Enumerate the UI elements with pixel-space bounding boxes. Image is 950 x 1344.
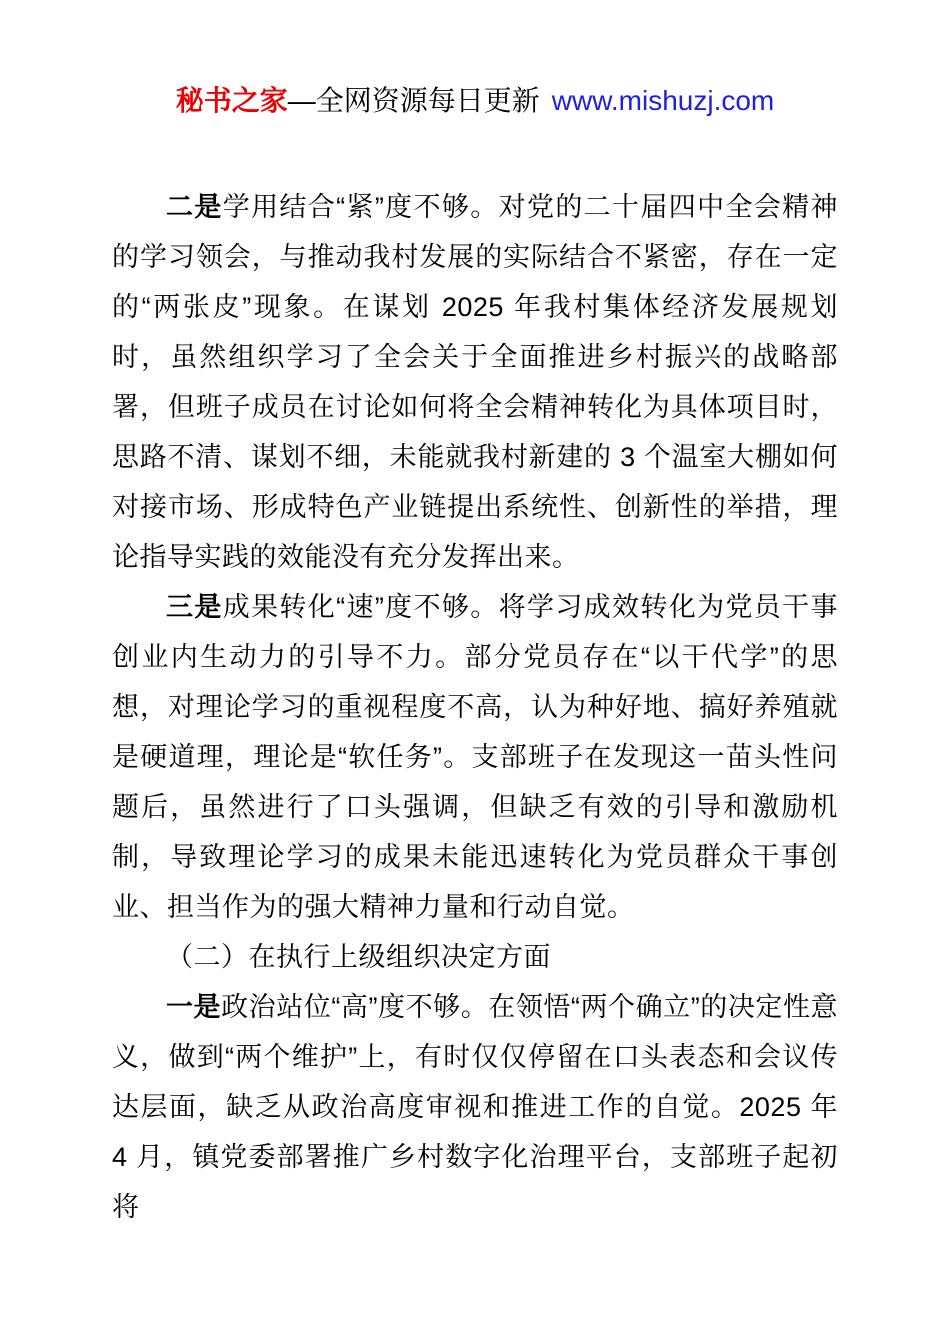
site-brand: 秘书之家 [175,85,288,116]
paragraph-lead: 一是 [166,992,222,1022]
paragraph-text: 成果转化“速”度不够。将学习成效转化为党员干事创业内生动力的引导不力。部分党员存在“以干代学”的思想，对理论学习的重视程度不高，认为种好地、搞好养殖就是硬道理，理论是“软任务”。支部班子在发现这一苗头性问题后，虽然进行了口头强调，但缺乏有效的引导和激励机制，导致理论学习的成果未能迅速转化为党员群众干事创业、担当作为的强大精神力量和行动自觉。 [112,592,839,922]
paragraph-lead: 三是 [166,592,223,622]
page-header [0,0,950,118]
paragraph-text: 政治站位“高”度不够。在领悟“两个确立”的决定性意义，做到“两个维护”上，有时仅仅停留在口头表态和会议传达层面，缺乏从政治高度审视和推进工作的自觉。2025 年 4 月，镇党委部署推广乡村数字化治理平台，支部班子起初将 [112,992,839,1222]
paragraph-study-application [112,182,838,582]
paragraph-text: （二）在执行上级组织决定方面 [166,942,551,972]
paragraph-lead: 二是 [166,192,223,222]
paragraph-result-conversion [112,582,838,932]
paragraph-text: 学用结合“紧”度不够。对党的二十届四中全会精神的学习领会，与推动我村发展的实际结合不紧密，存在一定的“两张皮”现象。在谋划 2025 年我村集体经济发展规划时，虽然组织学习了全会关于全面推进乡村振兴的战略部署，但班子成员在讨论如何将全会精神转化为具体项目时，思路不清、谋划不细，未能就我村新建的 3 个温室大棚如何对接市场、形成特色产业链提出系统性、创新性的举措，理论指导实践的效能没有充分发挥出来。 [112,192,839,572]
section-heading-two [112,932,838,982]
site-tagline: —全网资源每日更新 [287,85,540,116]
paragraph-political-stance [112,982,838,1232]
site-url-link[interactable]: www.mishuzj.com [551,85,775,116]
document-body [0,182,950,1232]
